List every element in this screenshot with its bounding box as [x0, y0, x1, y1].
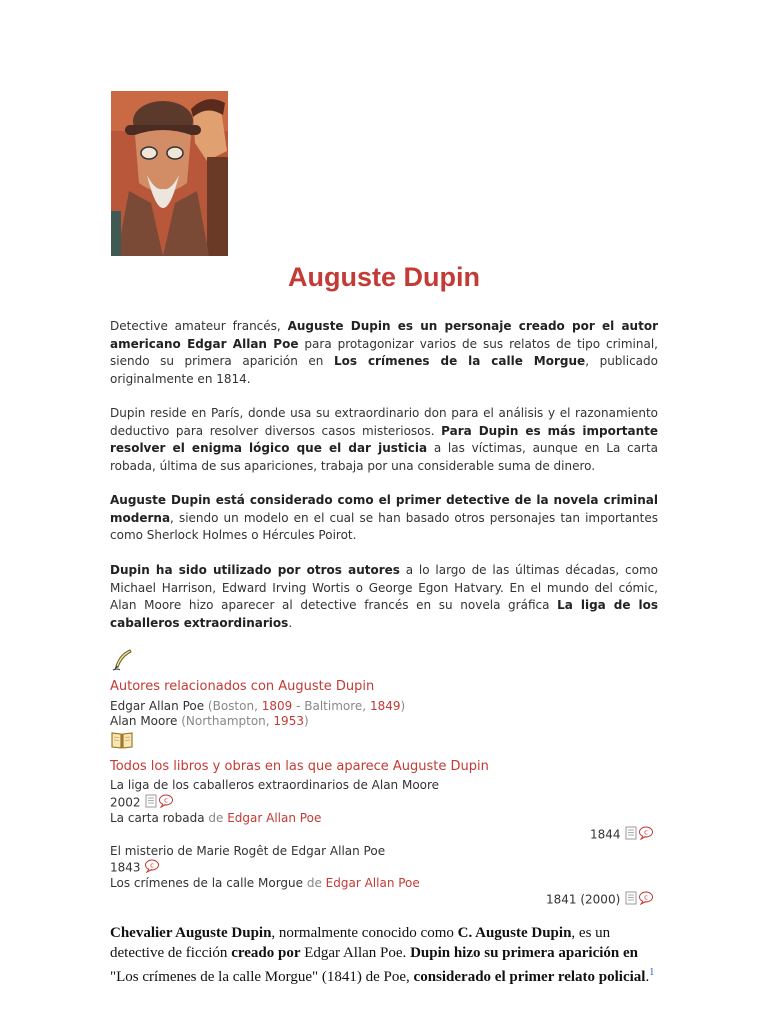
- paren: ): [400, 699, 406, 713]
- bold-run: La liga de los caballeros extraordinarios: [110, 598, 659, 630]
- separator: ,: [265, 714, 274, 728]
- text-run: "Los crímenes de la calle Morgue" (1841) de Poe,: [110, 969, 414, 985]
- encyclopedia-excerpt: [110, 924, 658, 988]
- document-icon[interactable]: [624, 891, 638, 909]
- text-run: , publicado originalmente en 1814.: [110, 354, 658, 386]
- paren: (: [204, 699, 213, 713]
- text-run: para protagonizar varios de sus relatos de tipo criminal, siendo su primera aparición en: [110, 336, 658, 368]
- work-year: 1841 (2000): [546, 892, 621, 907]
- svg-text:c: c: [150, 861, 155, 870]
- work-title-row: [110, 875, 420, 891]
- paren: (: [177, 714, 186, 728]
- character-portrait: [111, 91, 228, 256]
- birth-city: Boston: [212, 699, 255, 713]
- authors-heading: Autores relacionados con Auguste Dupin: [110, 679, 375, 694]
- work-year: 1843: [110, 860, 141, 875]
- separator: -: [292, 699, 305, 713]
- svg-text:c: c: [164, 796, 169, 805]
- svg-text:c: c: [644, 893, 649, 902]
- text-run: .: [645, 969, 650, 985]
- text-run: a lo largo de las últimas décadas, como Michael Harrison, Edward Irving Wortis o George Egon Hatvary. En el mundo del cómic, Alan Moore hizo aparecer al detective francés en su novela gráfica: [110, 563, 658, 612]
- text-run: , es un detective de ficción: [110, 925, 611, 961]
- bold-run: creado por: [231, 944, 301, 961]
- text-run: , normalmente conocido como: [271, 925, 458, 941]
- work-title: Los crímenes de la calle Morgue: [110, 876, 304, 890]
- svg-text:c: c: [644, 828, 649, 837]
- work-title: La liga de los caballeros extraordinarios de Alan Moore: [110, 778, 440, 792]
- bold-run: Auguste Dupin es un personaje creado por el autor americano Edgar Allan Poe: [110, 319, 659, 351]
- text-run: , siendo un modelo en el cual se han basado otros personajes tan importantes como Sherlock Holmes o Hércules Poirot.: [110, 510, 658, 542]
- bold-run: C. Auguste Dupin: [457, 925, 572, 941]
- author-item: [110, 713, 309, 729]
- work-title: El misterio de Marie Rogêt de Edgar Allan Poe: [110, 844, 386, 858]
- document-icon[interactable]: [624, 826, 638, 844]
- page-title: Auguste Dupin: [288, 262, 480, 292]
- author-name: Alan Moore: [110, 714, 178, 728]
- work-title-row: [110, 810, 321, 826]
- footnote-link[interactable]: 1: [649, 967, 655, 978]
- separator: ,: [254, 699, 262, 713]
- author-name: Edgar Allan Poe: [110, 699, 205, 713]
- comment-icon[interactable]: [638, 891, 654, 909]
- work-year: 2002: [110, 795, 141, 810]
- byline: de: [303, 876, 326, 890]
- text-run: Edgar Allan Poe.: [300, 944, 411, 961]
- work-year-row: [546, 891, 654, 909]
- bold-run: Auguste Dupin está considerado como el primer detective de la novela criminal moderna: [110, 493, 658, 525]
- text-run: Dupin reside en París, donde usa su extraordinario don para el análisis y el razonamiento deductivo para resolver diversos casos misteriosos.: [110, 406, 658, 438]
- bold-run: Dupin ha sido utilizado por otros autores: [110, 563, 400, 577]
- bold-run: Chevalier Auguste Dupin: [110, 925, 272, 941]
- work-year-row: [590, 826, 654, 844]
- bold-run: Para Dupin es más importante resolver el enigma lógico que el dar justicia: [110, 423, 658, 455]
- work-year: 1844: [590, 827, 621, 842]
- birth-year-link[interactable]: 1809: [261, 699, 293, 713]
- legacy-paragraph: [110, 492, 658, 545]
- author-item: [110, 698, 405, 714]
- comment-icon[interactable]: [638, 826, 654, 844]
- works-heading: Todos los libros y obras en las que aparece Auguste Dupin: [110, 759, 489, 774]
- work-title: La carta robada: [110, 811, 205, 825]
- text-run: .: [288, 615, 293, 630]
- work-author-link[interactable]: Edgar Allan Poe: [325, 876, 420, 890]
- death-year-link[interactable]: 1849: [369, 699, 401, 713]
- death-city: Baltimore: [304, 699, 363, 713]
- bold-run: Los crímenes de la calle Morgue: [333, 354, 586, 368]
- bold-run: considerado el primer relato policial: [413, 969, 646, 985]
- paren: ): [303, 714, 309, 728]
- birth-year-link[interactable]: 1953: [273, 714, 304, 728]
- birth-city: Northampton: [185, 714, 266, 728]
- book-icon: [110, 730, 134, 754]
- bold-run: Dupin hizo su primera aparición en: [410, 944, 638, 961]
- text-run: a las víctimas, aunque en La carta robada, última de sus apariciones, trabaja por una considerable suma de dinero.: [110, 441, 658, 473]
- byline: de: [204, 811, 228, 825]
- intro-paragraph: [110, 318, 658, 388]
- text-run: Detective amateur francés,: [110, 319, 288, 333]
- residence-paragraph: [110, 405, 658, 475]
- separator: ,: [362, 699, 370, 713]
- work-author-link[interactable]: Edgar Allan Poe: [227, 811, 322, 825]
- other-authors-paragraph: [110, 562, 658, 632]
- quill-icon: [110, 648, 134, 676]
